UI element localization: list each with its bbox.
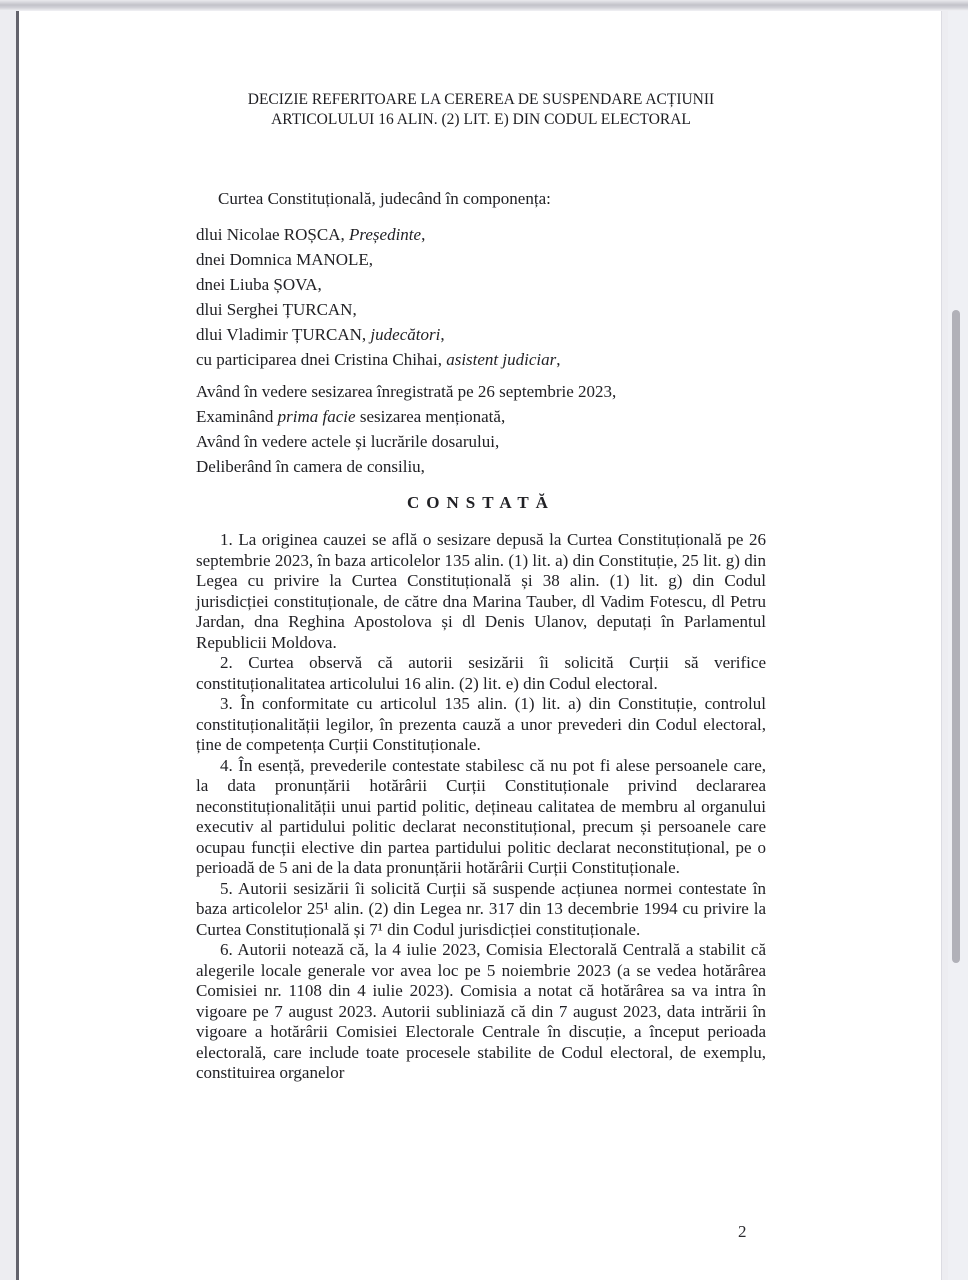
- preamble-list: [196, 379, 766, 479]
- document-page: [16, 11, 942, 1280]
- judge-line-suffix: ,: [440, 325, 445, 344]
- paragraph-4: 4. În esență, prevederile contestate stabilesc că nu pot fi alese persoanele care, la data pronunțării hotărârii Curții Constituționale privind declararea neconstituționalității unui partid politic, dețineau calitatea de membru al organului executiv al partidului politic declarat neconstituțional, precum și persoanele care ocupau funcții elective din partea partidului politic declarat neconstituțional, pe o perioadă de 5 ani de la data pronunțării hotărârii Curții Constituționale.: [196, 755, 766, 877]
- paragraph-2: 2. Curtea observă că autorii sesizării îi solicită Curții să verifice constituționalitatea articolului 16 alin. (2) lit. e) din Codul electoral.: [196, 653, 766, 693]
- body-paragraphs: [196, 530, 766, 1084]
- paragraph-5: 5. Autorii sesizării îi solicită Curții să suspende acțiunea normei contestate în baza articolelor 25¹ alin. (2) din Legea nr. 317 din 13 decembrie 1994 cu privire la Curtea Constituțională și 7¹ din Codul jurisdicției constituționale.: [196, 878, 766, 939]
- preamble-text: Având în vedere actele și lucrările dosarului,: [196, 432, 500, 451]
- paragraph-6: 6. Autorii notează că, la 4 iulie 2023, Comisia Electorală Centrală a stabilit că alegerile locale generale vor avea loc pe 5 noiembrie 2023 (a se vedea hotărârea Comisiei nr. 1108 din 4 iulie 2023). Comisia a notat că hotărârea sa va intra în vigoare pe 7 august 2023. Autorii subliniază că din 7 august 2023, data intrării în vigoare a hotărârii Comisiei Electorale Centrale în discuție, a început perioada electorală, care include toate procesele stabilite de Codul electoral, de exemplu, constituirea organelor: [196, 940, 766, 1082]
- judge-line: [196, 322, 766, 347]
- document-title: [196, 11, 766, 130]
- judge-name: dnei Domnica MANOLE,: [196, 250, 374, 269]
- paragraph-1: 1. La originea cauzei se află o sesizare depusă la Curtea Constituțională pe 26 septembrie 2023, în baza articolelor 135 alin. (1) lit. a) din Constituție, 25 lit. g) din Legea cu privire la Curtea Constituțională și 38 alin. (1) lit. g) din Codul jurisdicției constituționale, de către dna Marina Tauber, dl Vadim Fotescu, dl Petru Jardan, dna Reghina Apostolova și dl Denis Ulanov, deputați în Parlamentul Republicii Moldova.: [196, 530, 766, 652]
- preamble-line: [196, 379, 766, 404]
- preamble-line: [196, 404, 766, 429]
- judge-role: judecători: [370, 325, 441, 344]
- preamble-text: Deliberând în camera de consiliu,: [196, 457, 425, 476]
- assistant-line-suffix: ,: [556, 350, 561, 369]
- judge-line: [196, 222, 766, 247]
- judge-role: Președinte: [349, 225, 422, 244]
- preamble-text: sesizarea menționată,: [355, 407, 506, 426]
- preamble-text: Având în vedere sesizarea înregistrată pe 26 septembrie 2023,: [196, 382, 617, 401]
- judge-line: [196, 247, 766, 272]
- scrollbar-thumb[interactable]: [952, 310, 960, 963]
- preamble-text: Examinând: [196, 407, 278, 426]
- judges-list: [196, 222, 766, 372]
- document-text-column: [196, 11, 766, 1084]
- court-composition-intro: Curtea Constituțională, judecând în componența:: [218, 189, 551, 208]
- assistant-line: [196, 347, 766, 372]
- page-top-shadow: [0, 0, 968, 11]
- preamble-line: [196, 454, 766, 479]
- paragraph-3: 3. În conformitate cu articolul 135 alin. (1) lit. a) din Constituție, controlul constituționalității legilor, în prezenta cauză a unor prevederi din Codul electoral, ține de competența Curții Constituționale.: [196, 694, 766, 754]
- page-number: 2: [738, 1222, 747, 1241]
- judge-line: [196, 272, 766, 297]
- judge-name: dnei Liuba ȘOVA,: [196, 275, 322, 294]
- judge-name: dlui Serghei ȚURCAN,: [196, 300, 357, 319]
- finding-heading: CONSTATĂ: [407, 493, 555, 512]
- assistant-name: cu participarea dnei Cristina Chihai,: [196, 350, 447, 369]
- document-title-line-1: DECIZIE REFERITOARE LA CEREREA DE SUSPENDARE ACȚIUNII: [247, 91, 715, 108]
- judge-name: dlui Vladimir ȚURCAN,: [196, 325, 371, 344]
- judge-name: dlui Nicolae ROȘCA,: [196, 225, 349, 244]
- assistant-role: asistent judiciar: [446, 350, 557, 369]
- judge-line: [196, 297, 766, 322]
- judge-line-suffix: ,: [421, 225, 426, 244]
- preamble-italic-text: prima facie: [277, 407, 356, 426]
- scrollbar-track[interactable]: [948, 11, 968, 1280]
- document-title-line-2: ARTICOLULUI 16 ALIN. (2) LIT. E) DIN CODUL ELECTORAL: [271, 111, 691, 128]
- preamble-line: [196, 429, 766, 454]
